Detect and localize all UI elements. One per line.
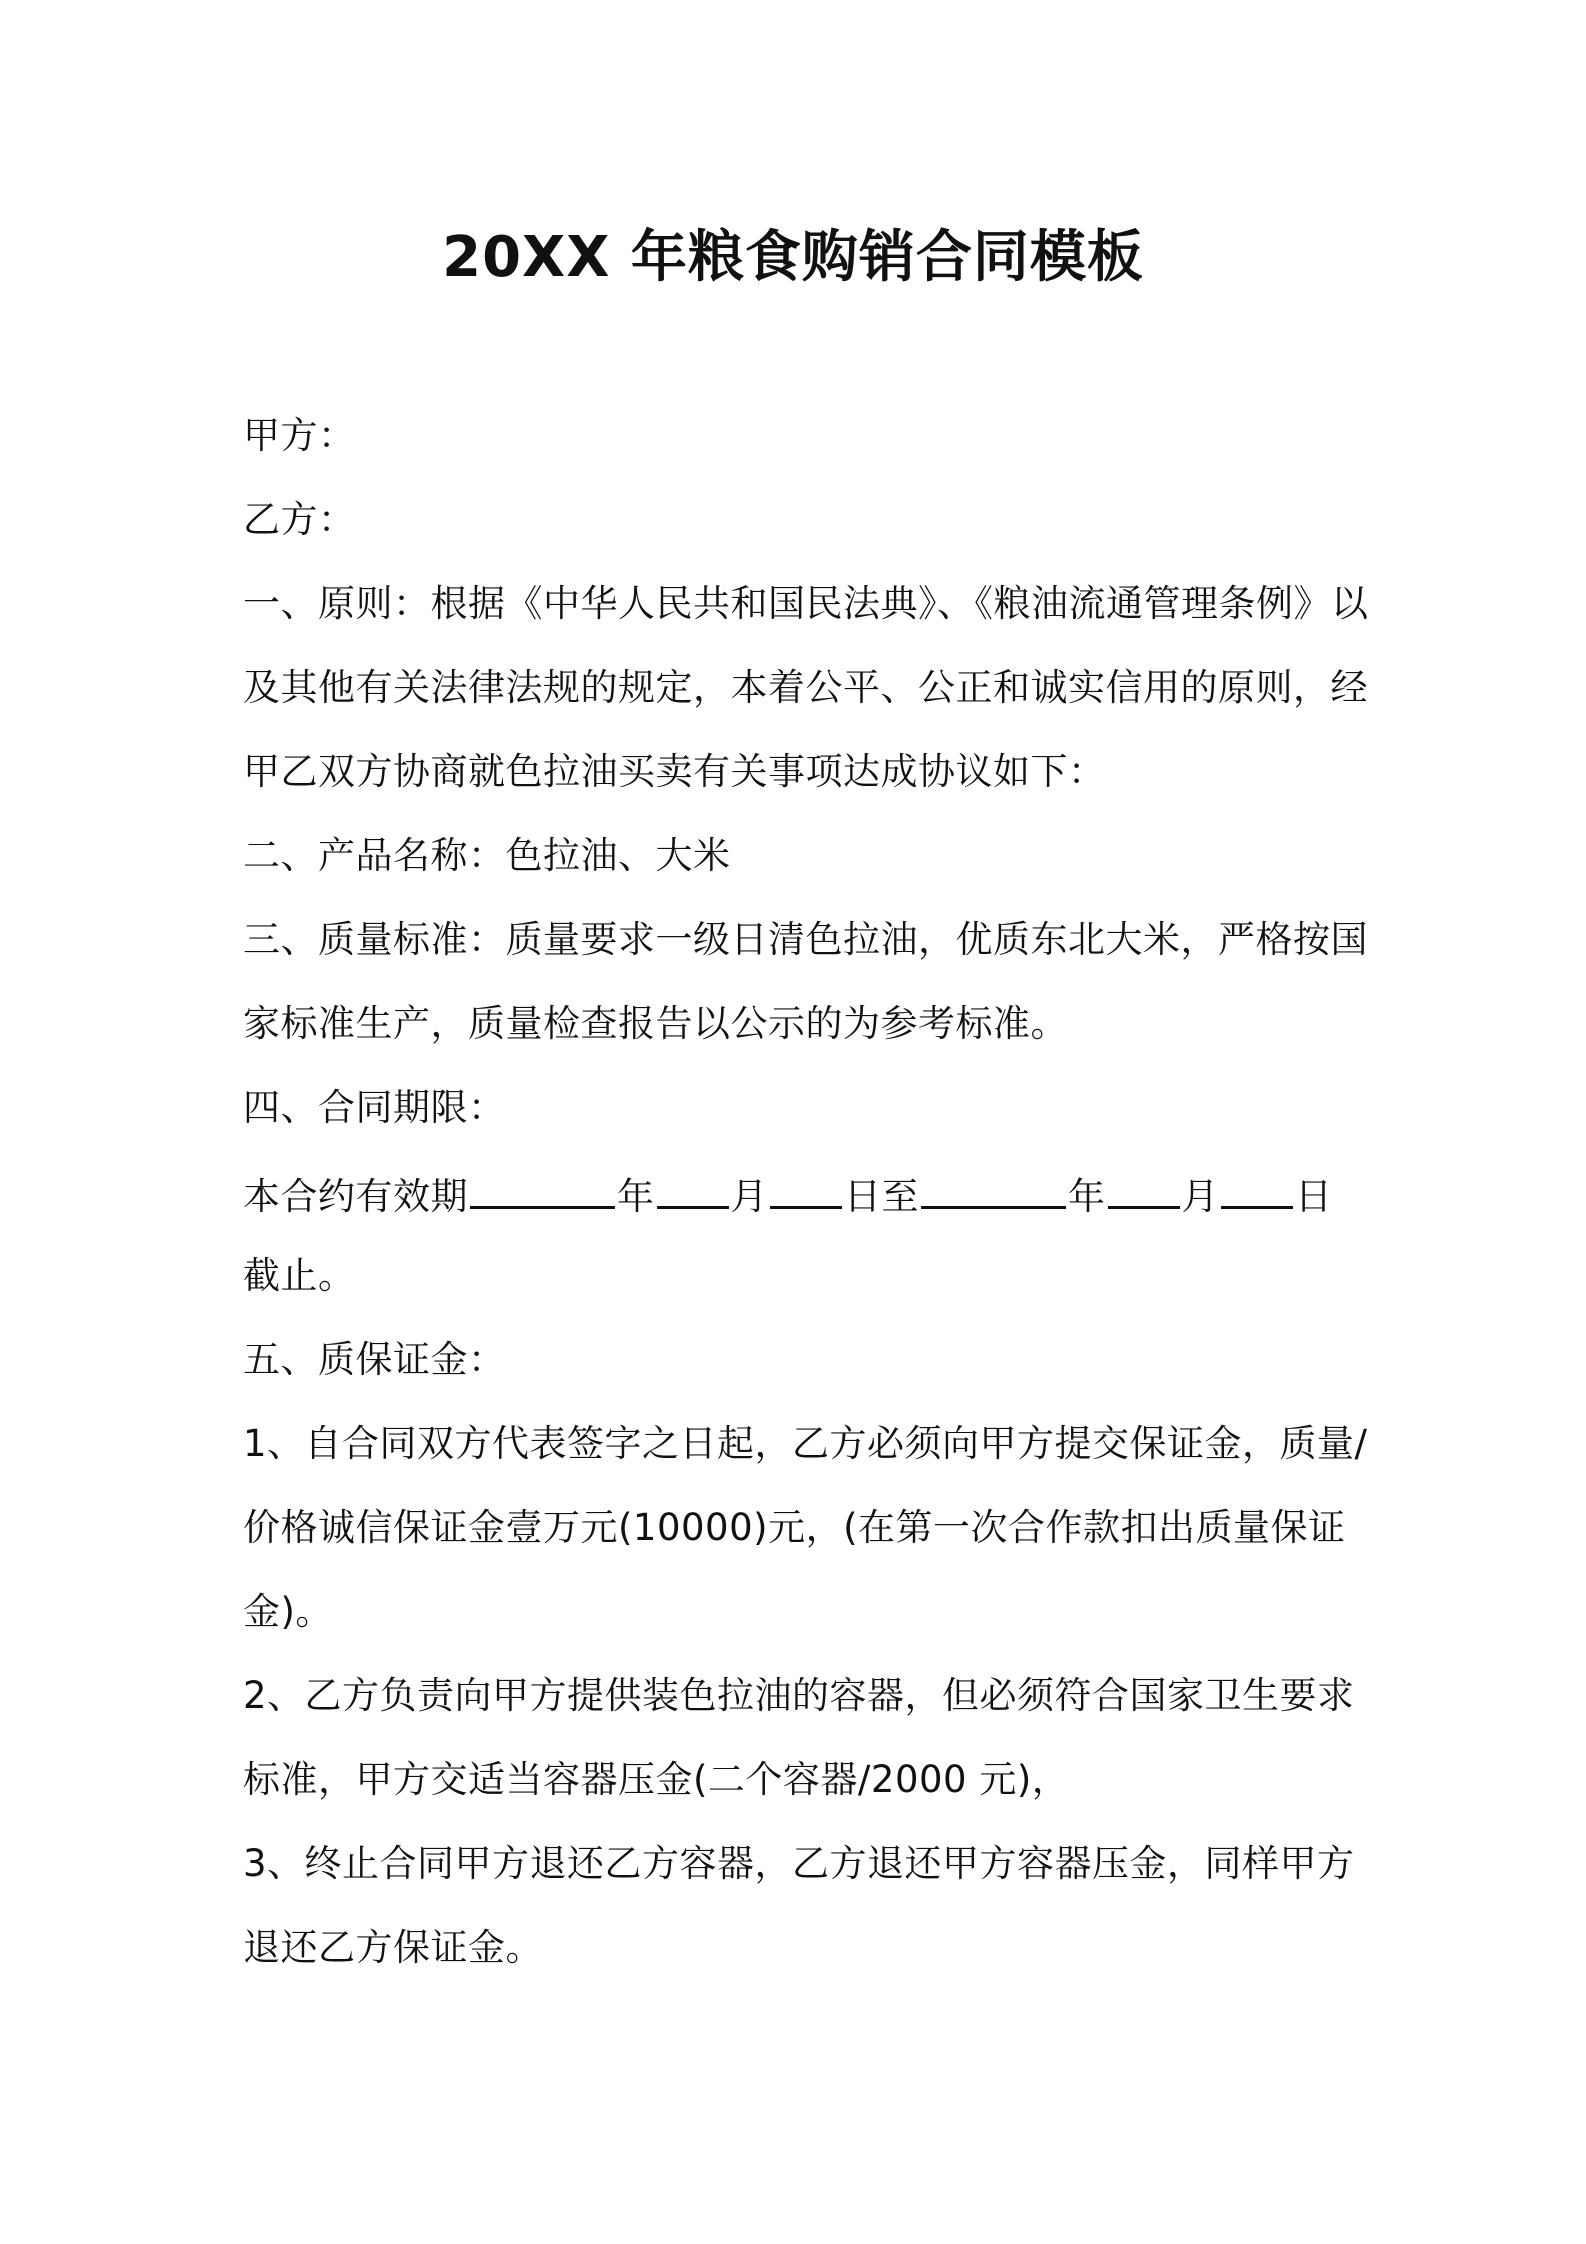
start-day-blank	[770, 1150, 842, 1209]
section-heading: 五、质保证金：	[243, 1338, 506, 1381]
paragraph-line: 1、自合同双方代表签字之日起，乙方必须向甲方提交保证金，质量/	[243, 1422, 1368, 1465]
paragraph-line: 2、乙方负责向甲方提供装色拉油的容器，但必须符合国家卫生要求	[243, 1674, 1355, 1717]
term-prefix: 本合约有效期	[243, 1175, 468, 1218]
paragraph-line: 标准，甲方交适当容器压金(二个容器/2000 元)，	[243, 1758, 1070, 1801]
day-to-label: 日至	[844, 1175, 919, 1218]
paragraph-line: 甲乙双方协商就色拉油买卖有关事项达成协议如下：	[243, 750, 1106, 793]
paragraph-line: 3、终止合同甲方退还乙方容器，乙方退还甲方容器压金，同样甲方	[243, 1842, 1355, 1885]
paragraph-line: 一、原则：根据《中华人民共和国民法典》、《粮油流通管理条例》以	[243, 582, 1369, 625]
section-heading: 四、合同期限：	[243, 1086, 506, 1129]
end-year-blank	[921, 1150, 1066, 1209]
paragraph-line: 价格诚信保证金壹万元(10000)元，(在第一次合作款扣出质量保证	[243, 1506, 1346, 1549]
start-year-blank	[470, 1150, 615, 1209]
paragraph-line: 金)。	[243, 1590, 333, 1633]
paragraph-line: 三、质量标准：质量要求一级日清色拉油，优质东北大米，严格按国	[243, 918, 1368, 961]
contract-term-line	[243, 1150, 1333, 1234]
month-label: 月	[730, 1175, 768, 1218]
document-title: 20XX 年粮食购销合同模板	[442, 225, 1144, 290]
party-a-line: 甲方：	[243, 414, 356, 457]
paragraph-line: 退还乙方保证金。	[243, 1926, 543, 1969]
paragraph-line: 二、产品名称：色拉油、大米	[243, 834, 731, 877]
party-b-line: 乙方：	[243, 498, 356, 541]
year-label: 年	[617, 1175, 655, 1218]
day-label: 日	[1295, 1175, 1333, 1218]
month-label: 月	[1181, 1175, 1219, 1218]
year-label: 年	[1068, 1175, 1106, 1218]
end-day-blank	[1221, 1150, 1293, 1209]
paragraph-line: 及其他有关法律法规的规定，本着公平、公正和诚实信用的原则，经	[243, 666, 1368, 709]
end-month-blank	[1108, 1150, 1180, 1209]
start-month-blank	[657, 1150, 729, 1209]
paragraph-line: 截止。	[243, 1254, 356, 1297]
paragraph-line: 家标准生产，质量检查报告以公示的为参考标准。	[243, 1002, 1068, 1045]
